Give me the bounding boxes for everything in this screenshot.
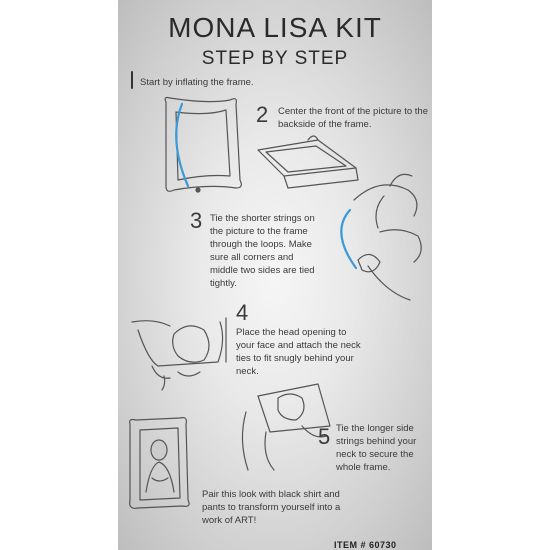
wearing-frame-illustration: [242, 384, 330, 470]
page-subtitle: STEP BY STEP: [201, 48, 349, 69]
tying-strings-illustration: [341, 174, 421, 300]
inflated-frame-illustration: [165, 98, 241, 193]
frame-back-illustration: [258, 136, 358, 188]
step-4-number: 4: [236, 300, 249, 325]
instruction-card: [118, 0, 432, 550]
closing-text: Pair this look with black shirt and pants to transform yourself into a work of ART!: [202, 489, 341, 526]
page-title: MONA LISA KIT: [168, 12, 382, 43]
step-5-number: 5: [318, 424, 331, 449]
step-3-number: 3: [190, 208, 203, 233]
framed-portrait-illustration: [130, 418, 190, 509]
step-2-text: Center the front of the picture to the backside of the frame.: [278, 106, 428, 130]
step-4-text: Place the head opening to your face and attach the neck ties to fit snugly behind your neck.: [236, 327, 361, 377]
step-2-number: 2: [256, 102, 269, 127]
item-number: ITEM # 60730: [334, 540, 397, 550]
step-3-text: Tie the shorter strings on the picture to the frame through the loops. Make sure all corners and middle two sides are tied tightly.: [210, 213, 315, 289]
step-1-text: Start by inflating the frame.: [140, 77, 254, 88]
step-5-text: Tie the longer side strings behind your neck to secure the whole frame.: [336, 423, 417, 473]
head-opening-illustration: [132, 318, 226, 390]
